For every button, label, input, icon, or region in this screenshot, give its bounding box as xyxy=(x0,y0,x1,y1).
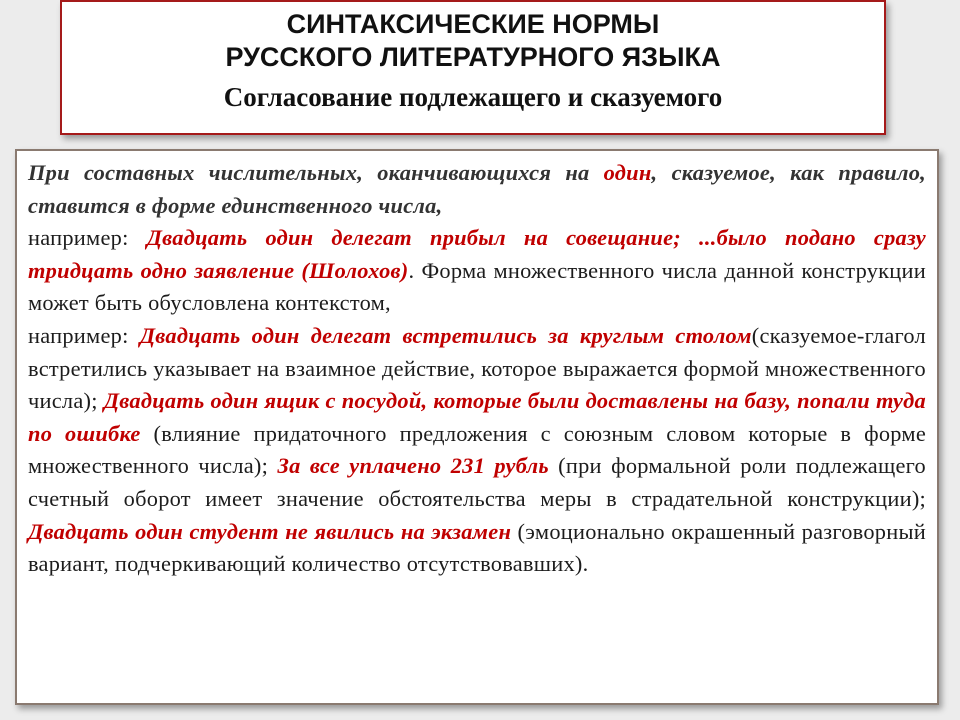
example-label-2: например: xyxy=(28,322,140,348)
example-paragraph-1 xyxy=(28,222,926,320)
rule-highlight: один xyxy=(603,160,652,185)
example-1: Двадцать один делегат прибыл на совещание; ...было подано сразу тридцать одно заявление (Шолохов) xyxy=(28,225,926,283)
comment-2: (сказуемое-глагол встретились указывает на взаимное действие, которое выражается формой множественного числа); xyxy=(28,322,926,414)
comment-5: (эмоционально окрашенный разговорный вариант, подчеркивающий количество отсутствовавших). xyxy=(28,518,926,577)
title-box xyxy=(60,0,886,135)
rule-intro-2: , сказуемое, как правило, ставится в форме единственного числа, xyxy=(28,160,927,218)
title-line-1: СИНТАКСИЧЕСКИЕ НОРМЫ xyxy=(286,9,660,39)
subtitle: Согласование подлежащего и сказуемого xyxy=(223,82,723,112)
example-3: Двадцать один ящик с посудой, которые были доставлены на базу, попали туда по ошибке xyxy=(28,388,926,446)
comment-4: (при формальной роли подлежащего счетный оборот имеет значение обстоятельства меры в страдательной конструкции); xyxy=(28,453,926,511)
example-4: За все уплачено 231 рубль xyxy=(277,453,549,479)
text-1: . Форма множественного числа данной конструкции может быть обусловлена контекстом, xyxy=(28,257,926,316)
content-box xyxy=(15,149,939,705)
rule-intro-1: При составных числительных, оканчивающихся на xyxy=(28,160,604,185)
rule-paragraph xyxy=(28,157,926,222)
example-paragraph-2 xyxy=(28,320,926,581)
example-5: Двадцать один студент не явились на экзамен xyxy=(28,518,512,544)
title-line-2: РУССКОГО ЛИТЕРАТУРНОГО ЯЗЫКА xyxy=(225,42,721,72)
comment-3: (влияние придаточного предложения с союзным словом которые в форме множественного числа); xyxy=(28,420,927,479)
example-label-1: например: xyxy=(28,225,147,251)
example-2: Двадцать один делегат встретились за круглым столом xyxy=(139,322,752,348)
